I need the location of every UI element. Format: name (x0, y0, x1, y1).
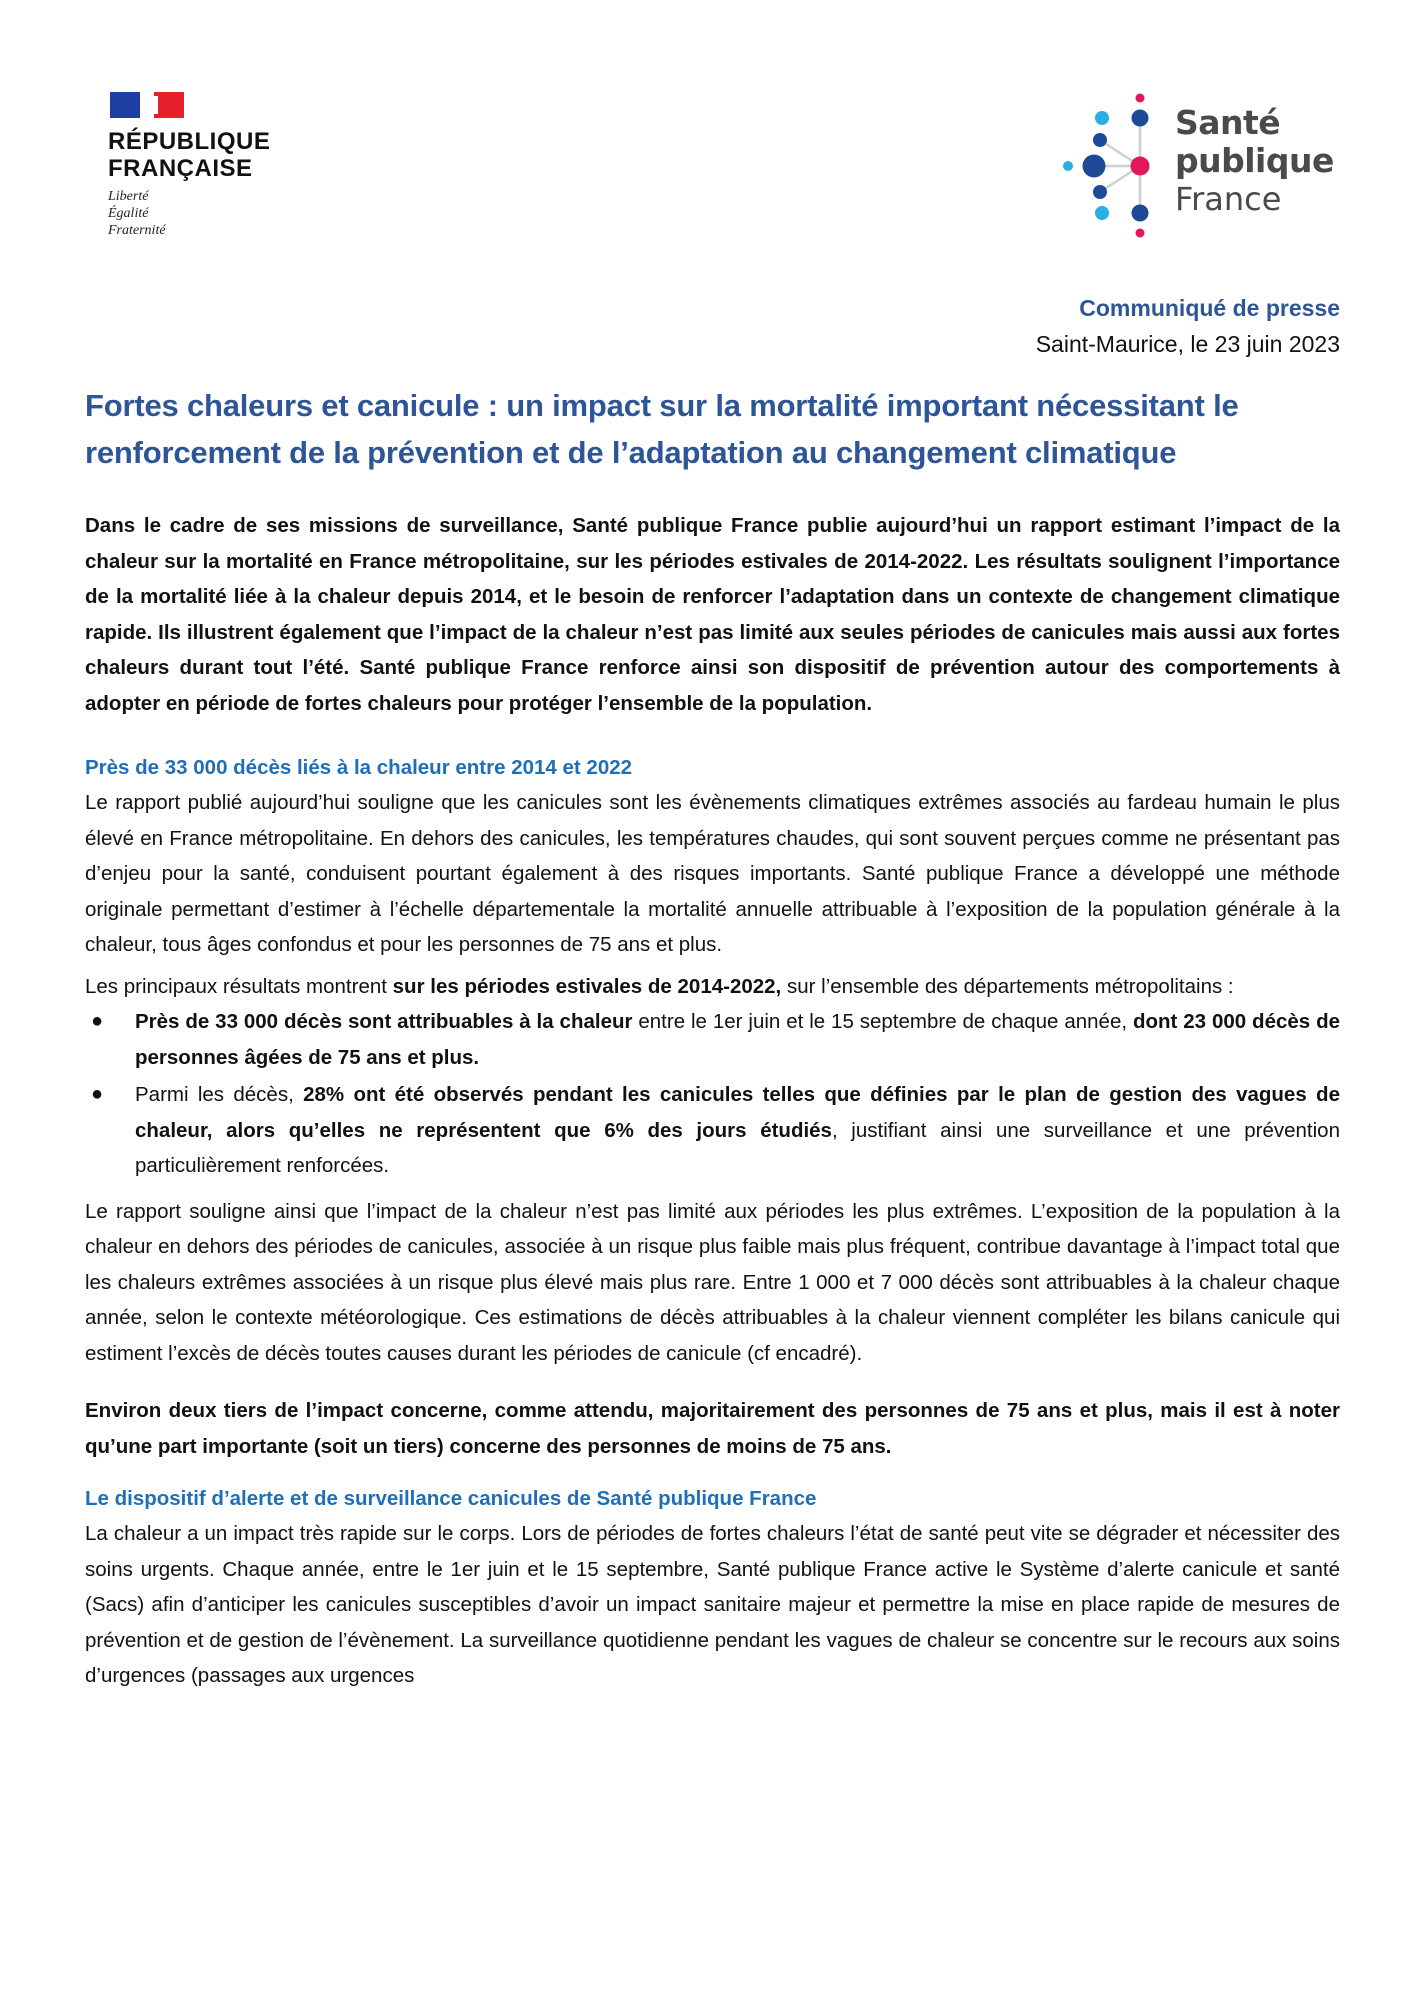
rf-name-line1: RÉPUBLIQUE (108, 128, 271, 155)
bullet1-text1: entre le 1er juin et le 15 septembre de chaque année, (632, 1010, 1133, 1033)
section2-heading: Le dispositif d’alerte et de surveillance canicules de Santé publique France (85, 1487, 817, 1510)
place-date: Saint-Maurice, le 23 juin 2023 (1035, 331, 1340, 357)
section1-heading: Près de 33 000 décès liés à la chaleur entre 2014 et 2022 (85, 756, 633, 779)
bullet2-text1: , justifiant ainsi une surveillance et une prévention particulièrement renforcées. (135, 1118, 1340, 1177)
spf-wordmark (1175, 104, 1334, 218)
section1-paragraph1: Le rapport publié aujourd’hui souligne que les canicules sont les évènements climatiques extrêmes associés au fardeau humain le plus élevé en France métropolitaine. En dehors des canicules, les températures chaudes, qui sont souvent perçues comme ne présentant pas d’enjeu pour la santé, conduisent pourtant également à des risques importants. Santé publique France a développé une méthode originale permettant d’estimer à l’échelle départementale la mortalité annuelle attribuable à l’exposition de la population générale à la chaleur, tous âges confondus et pour les personnes de 75 ans et plus. (85, 791, 1340, 956)
spf-line2: publique (1175, 141, 1334, 180)
para2-text-post: sur l’ensemble des départements métropolitains : (781, 974, 1234, 998)
list-item (85, 1004, 1340, 1075)
document-body (85, 382, 1340, 1694)
bullet-icon: ● (91, 1083, 104, 1105)
press-meta (1036, 290, 1340, 362)
sante-publique-france-logo (1060, 88, 1350, 248)
bullet-icon: ● (91, 1010, 104, 1032)
bullet2-text0: Parmi les décès, (135, 1083, 304, 1106)
para2-text-bold: sur les périodes estivales de 2014-2022, (392, 974, 782, 998)
motto-egalite: Égalité (108, 206, 149, 221)
motto-liberte: Liberté (108, 189, 149, 204)
para2-text-pre: Les principaux résultats montrent (85, 974, 393, 998)
section1-paragraph2 (85, 969, 1340, 1005)
spf-line1: Santé (1175, 103, 1281, 142)
list-item (85, 1077, 1340, 1184)
spf-line3: France (1175, 180, 1282, 218)
rf-motto (108, 188, 308, 239)
results-list (85, 1004, 1340, 1184)
lead-paragraph: Dans le cadre de ses missions de surveillance, Santé publique France publie aujourd’hui un rapport estimant l’impact de la chaleur sur la mortalité en France métropolitaine, sur les périodes estivales de 2014-2022. Les résultats soulignent l’importance de la mortalité liée à la chaleur depuis 2014, et le besoin de renforcer l’adaptation dans un contexte de changement climatique rapide. Ils illustrent également que l’impact de la chaleur n’est pas limité aux seules périodes de canicules mais aussi aux fortes chaleurs durant tout l’été. Santé publique France renforce ainsi son dispositif de prévention autour des comportements à adopter en période de fortes chaleurs pour protéger l’ensemble de la population. (85, 514, 1340, 715)
bullet1-bold2: dont 23 000 décès de personnes âgées de 75 ans et plus. (135, 1010, 1340, 1069)
bullet1-bold1: Près de 33 000 décès sont attribuables à la chaleur (135, 1010, 633, 1033)
marianne-flag-icon (110, 92, 184, 118)
section1-paragraph4: Environ deux tiers de l’impact concerne, comme attendu, majoritairement des personnes de 75 ans et plus, mais il est à noter qu’une part importante (soit un tiers) concerne des personnes de moins de 75 ans. (85, 1399, 1340, 1458)
section2-paragraph1: La chaleur a un impact très rapide sur le corps. Lors de périodes de fortes chaleurs l’état de santé peut vite se dégrader et nécessiter des soins urgents. Chaque année, entre le 1er juin et le 15 septembre, Santé publique France active le Système d’alerte canicule et santé (Sacs) afin d’anticiper les canicules susceptibles d’avoir un impact sanitaire majeur et permettre la mise en place rapide de mesures de prévention et de gestion de l’évènement. La surveillance quotidienne pendant les vagues de chaleur se concentre sur le recours aux soins d’urgences (passages aux urgences (85, 1522, 1340, 1687)
motto-fraternite: Fraternité (108, 223, 166, 238)
republique-francaise-logo (108, 92, 308, 239)
rf-name-line2: FRANÇAISE (108, 155, 253, 182)
section1-paragraph3: Le rapport souligne ainsi que l’impact de la chaleur n’est pas limité aux périodes les plus extrêmes. L’exposition de la population à la chaleur en dehors des périodes de canicules, associée à un risque plus faible mais plus fréquent, contribue davantage à l’impact total que les chaleurs extrêmes associées à un risque plus élevé mais plus rare. Entre 1 000 et 7 000 décès sont attribuables à la chaleur chaque année, selon le contexte météorologique. Ces estimations de décès attribuables à la chaleur viennent compléter les bilans canicule qui estiment l’excès de décès toutes causes durant les périodes de canicule (cf encadré). (85, 1199, 1340, 1365)
molecule-network-icon (1060, 88, 1170, 248)
press-release-label: Communiqué de presse (1079, 295, 1340, 321)
bullet2-bold1: 28% ont été observés pendant les canicules telles que définies par le plan de gestion des vagues de chaleur, alors qu’elles ne représentent que 6% des jours étudiés (135, 1083, 1340, 1142)
document-title: Fortes chaleurs et canicule : un impact sur la mortalité important nécessitant le renforcement de la prévention et de l’adaptation au changement climatique (85, 388, 1239, 470)
